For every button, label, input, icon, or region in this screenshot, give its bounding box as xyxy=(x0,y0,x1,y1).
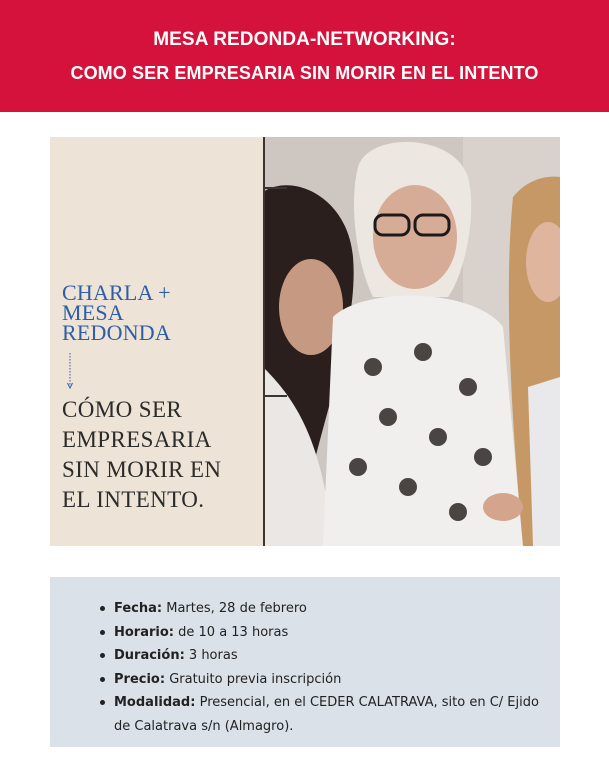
event-header xyxy=(0,0,609,112)
detail-colon: : xyxy=(168,624,174,640)
detail-value: Martes, 28 de febrero xyxy=(162,601,307,616)
banner-divider xyxy=(263,137,265,546)
charla-line: REDONDA xyxy=(62,320,171,345)
detail-horario xyxy=(114,621,540,645)
detail-value: Gratuito previa inscripción xyxy=(165,671,342,687)
women-photo xyxy=(263,137,560,546)
detail-colon: : xyxy=(156,601,163,616)
detail-value: Presencial, en el CEDER CALATRAVA, sito en C/ Ejido de Calatrava s/n (Almagro). xyxy=(114,695,539,734)
photo-illustration xyxy=(263,137,560,546)
detail-duracion xyxy=(114,644,540,668)
detail-label: Fecha xyxy=(114,601,157,616)
main-line: SIN MORIR EN xyxy=(62,457,222,482)
detail-label: Horario xyxy=(114,624,169,640)
detail-label: Precio xyxy=(114,671,160,687)
charla-line: MESA xyxy=(62,300,124,325)
event-title-line1: MESA REDONDA-NETWORKING: xyxy=(153,28,456,50)
banner-main-text xyxy=(62,395,262,515)
detail-fecha xyxy=(114,597,540,621)
banner-text-panel xyxy=(50,137,263,546)
divider-tick xyxy=(263,187,287,189)
event-banner-image xyxy=(50,137,560,546)
divider-tick xyxy=(263,395,287,397)
main-line: EMPRESARIA xyxy=(62,427,212,452)
detail-modalidad xyxy=(114,691,540,738)
detail-colon: : xyxy=(190,695,196,710)
main-line: EL INTENTO. xyxy=(62,487,205,512)
detail-label: Modalidad xyxy=(114,695,191,710)
detail-value: 3 horas xyxy=(184,648,238,663)
detail-label: Duración xyxy=(114,648,180,663)
detail-precio xyxy=(114,668,540,692)
detail-colon: : xyxy=(179,648,185,663)
event-details-box xyxy=(50,577,560,747)
event-details-list xyxy=(114,597,540,738)
main-line: CÓMO SER xyxy=(62,397,183,422)
arrow-down-icon xyxy=(67,353,73,391)
banner-charla-text xyxy=(62,280,262,345)
charla-line: CHARLA + xyxy=(62,280,171,305)
detail-colon: : xyxy=(159,671,166,687)
event-title-line2: COMO SER EMPRESARIA SIN MORIR EN EL INTENTO xyxy=(70,62,539,83)
detail-value: de 10 a 13 horas xyxy=(174,624,289,640)
